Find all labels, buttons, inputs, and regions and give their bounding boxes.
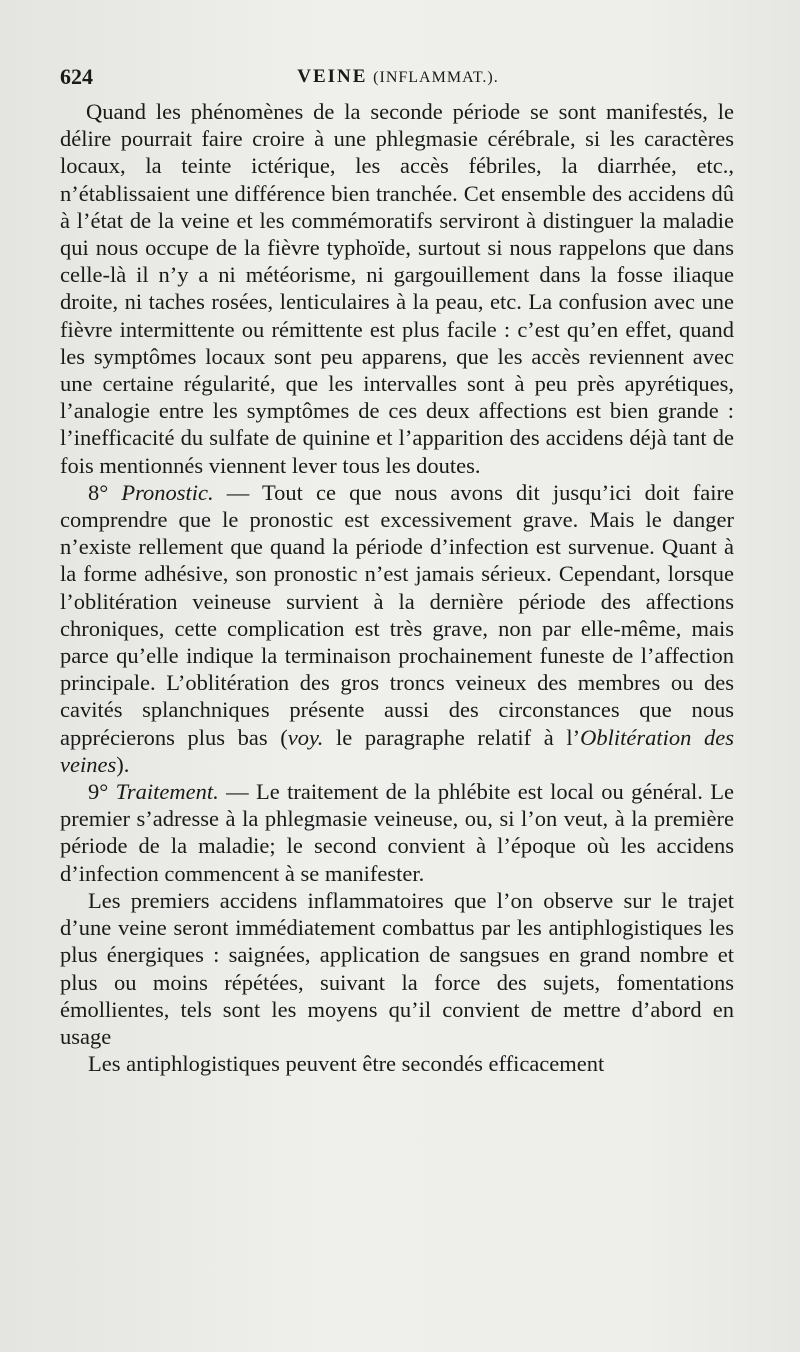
section-number-9: 9° [88,779,109,805]
paragraph-traitement [60,778,734,887]
traitement-text: — Le traitement de la phlébite est local ou général. Le premier s’adresse à la phlegmasie veineuse, ou, si l’on veut, à la première période de la maladie; le second convient à l’époque où les accidens d’infection commencent à se manifester. [60,779,735,886]
voy-reference: voy. [287,724,324,750]
page-number: 624 [60,64,93,89]
section-title-traitement: Traitement. [115,779,219,805]
paragraph-diagnosis: Quand les phénomènes de la seconde période se sont manifestés, le délire pourrait faire croire à une phlegmasie cérébrale, si les caractères locaux, la teinte ictérique, les accès fébriles, la diarrhée, etc., n’établissaient une différence bien tranchée. Cet ensemble des accidens dû à l’état de la veine et les commémoratifs serviront à distinguer la maladie qui nous occupe de la fièvre typhoïde, surtout si nous rappelons que dans celle-là il n’y a ni météorisme, ni gargouillement dans la fosse iliaque droite, ni taches rosées, lenticulaires à la peau, etc. La confusion avec une fièvre intermittente ou rémittente est plus facile : c’est qu’en effet, quand les symptômes locaux sont peu apparens, que les accès reviennent avec une certaine régularité, que les intervalles sont à peu près apyrétiques, l’analogie entre les symptômes de ces deux affections est bien grande : l’inefficacité du sulfate de quinine et l’apparition des accidens déjà tant de fois mentionnés viennent lever tous les doutes. [60,99,734,478]
pronostic-end: ). [116,751,130,777]
pronostic-text-2: le paragraphe relatif à l’ [323,724,581,750]
paragraph-last-line: Les antiphlogistiques peuvent être secondés efficacement [88,1051,605,1077]
section-title-pronostic: Pronostic. [121,479,214,505]
running-head-subtitle: (INFLAMMAT.). [373,69,499,86]
obliteration-reference: Oblitération des veines [60,724,734,777]
page-header [60,64,736,92]
pronostic-text: — Tout ce que nous avons dit jusqu’ici doit faire comprendre que le pronostic est excessivement grave. Mais le danger n’existe rellement que quand la période d’infection est survenue. Quant à la forme adhésive, son pronostic n’est jamais sérieux. Cependant, lorsque l’oblitération veineuse survient à la dernière période des affections chroniques, cette complication est très grave, non par elle-même, mais parce qu’elle indique la terminaison prochainement funeste de l’affection principale. L’oblitération des gros troncs veineux des membres ou des cavités splanchniques présente aussi des circonstances que nous apprécierons plus bas ( [60,479,735,750]
paragraph-pronostic [60,479,734,778]
body-text [60,98,734,1077]
running-head [60,64,736,88]
paragraph-antiphlogistics: Les premiers accidens inflammatoires que l’on observe sur le trajet d’une veine seront immédiatement combattus par les antiphlogistiques les plus énergiques : saignées, application de sangsues en grand nombre et plus ou moins répétées, suivant la force des sujets, fomentations émollientes, tels sont les moyens qu’il convient de mettre d’abord en usage [60,887,734,1049]
section-number-8: 8° [88,479,109,505]
running-head-title: VEINE [297,66,368,87]
